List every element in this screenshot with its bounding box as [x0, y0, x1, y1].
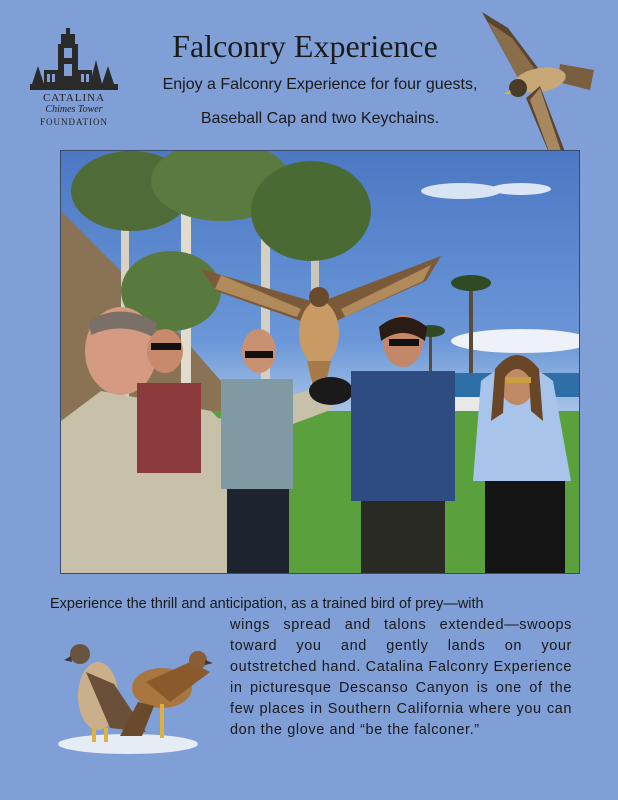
hawks-illustration — [50, 632, 220, 762]
description-body: wings spread and talons extended—swoops toward you and gently lands on your outstretched hand. Catalina Falconry Experience in picturesque Descanso Canyon is one of the few places in Southern California where you can don the glove and “be the falconer.” — [230, 617, 572, 738]
catalina-logo — [26, 26, 122, 136]
logo-text — [26, 92, 122, 128]
falconry-photo — [60, 150, 580, 574]
page-title: Falconry Experience — [172, 28, 438, 64]
description-first-line: Experience the thrill and anticipation, as a trained bird of prey—with — [50, 596, 484, 612]
subtitle-line-2: Baseball Cap and two Keychains. — [200, 110, 440, 127]
logo-line-foundation: FOUNDATION — [40, 117, 108, 127]
hawks-icon — [50, 632, 220, 762]
chimes-tower-logo-icon — [30, 26, 118, 92]
photo-scene — [61, 151, 579, 573]
logo-line-catalina: CATALINA — [42, 92, 106, 104]
subtitle-line-1: Enjoy a Falconry Experience for four guests, — [162, 76, 478, 93]
logo-line-chimes-tower: Chimes Tower — [45, 104, 103, 115]
